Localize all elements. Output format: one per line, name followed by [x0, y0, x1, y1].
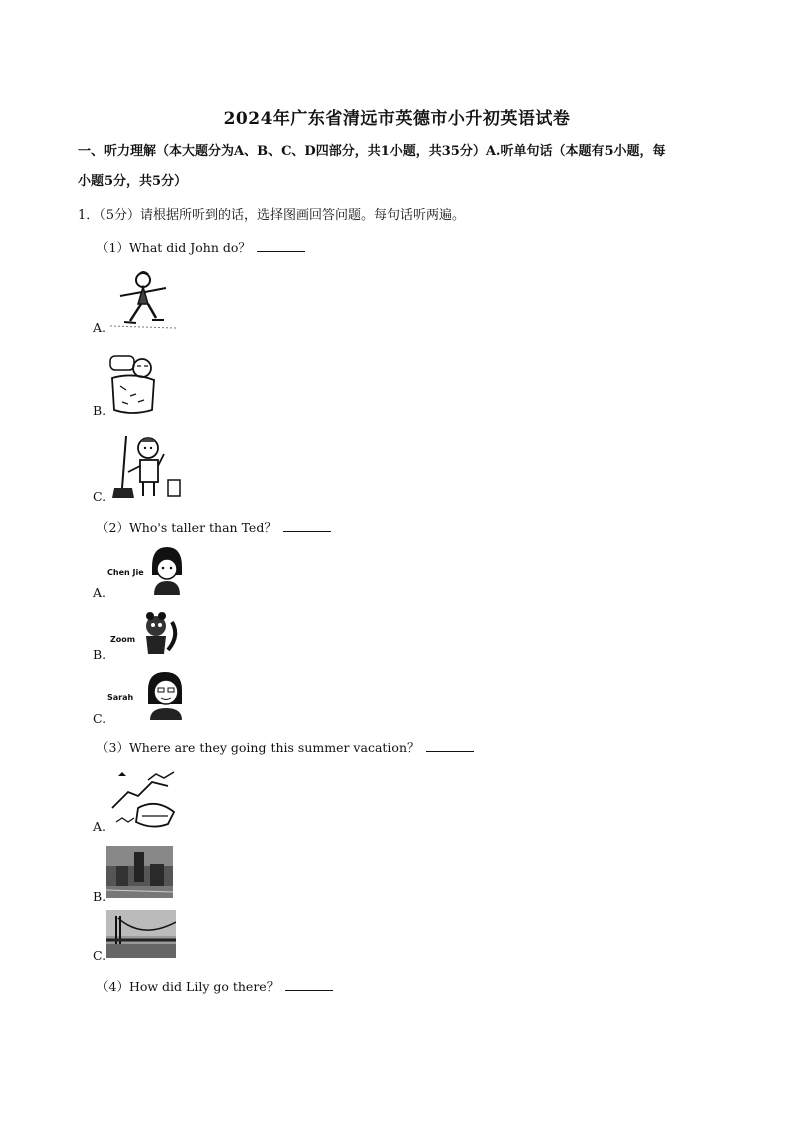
answer-blank-2[interactable] — [283, 519, 331, 532]
option-2c-letter[interactable]: C. — [93, 711, 107, 726]
option-3c-image[interactable] — [106, 910, 176, 958]
option-2c-label: Sarah — [107, 693, 134, 702]
question-1: 1．（5分）请根据所听到的话，选择图画回答问题。每句话听两遍。 — [78, 208, 466, 223]
subquestion-2 — [96, 518, 331, 536]
bridge-photo-picture — [106, 910, 176, 958]
option-3a-letter[interactable]: A. — [93, 819, 107, 834]
page-title: 2024年广东省清远市英德市小升初英语试卷 — [223, 109, 571, 129]
sleeping-in-bed-picture — [108, 352, 158, 418]
answer-blank-1[interactable] — [257, 239, 305, 252]
option-2b-label: Zoom — [110, 635, 136, 644]
option-3a-image[interactable] — [108, 768, 180, 832]
option-2b-letter[interactable]: B. — [93, 647, 107, 662]
option-2a-letter[interactable]: A. — [93, 585, 107, 600]
option-2a-image[interactable] — [148, 545, 186, 597]
option-2c-image[interactable] — [144, 670, 186, 720]
answer-blank-4[interactable] — [285, 978, 333, 991]
option-1a-letter[interactable]: A. — [93, 320, 107, 335]
option-3b-letter[interactable]: B. — [93, 889, 107, 904]
girl-sarah-picture — [144, 670, 186, 720]
section-heading — [78, 137, 723, 197]
subquestion-4 — [96, 977, 333, 995]
squirrel-zoom-picture — [136, 610, 180, 658]
subquestion-1 — [96, 238, 305, 256]
option-1c-letter[interactable]: C. — [93, 489, 107, 504]
option-3b-image[interactable] — [106, 846, 173, 898]
section-heading-line1: 一、听力理解（本大题分为A、B、C、D四部分，共1小题，共35分）A.听单句话（本题有5小题，每 — [78, 144, 666, 159]
option-1c-image[interactable] — [108, 432, 184, 502]
subquestion-3-text: （3）Where are they going this summer vacation？ — [96, 740, 420, 755]
subquestion-1-text: （1）What did John do？ — [96, 240, 251, 255]
option-1a-image[interactable] — [108, 266, 178, 332]
option-1b-letter[interactable]: B. — [93, 403, 107, 418]
option-3c-letter[interactable]: C. — [93, 948, 107, 963]
city-photo-picture — [106, 846, 173, 898]
ice-skating-picture — [108, 266, 178, 332]
subquestion-2-text: （2）Who's taller than Ted？ — [96, 520, 277, 535]
option-2b-image[interactable] — [136, 610, 180, 658]
option-2a-label: Chen Jie — [107, 568, 144, 577]
subquestion-3 — [96, 738, 474, 756]
great-wall-picture — [108, 768, 180, 832]
section-heading-line2: 小题5分，共5分） — [78, 174, 188, 189]
answer-blank-3[interactable] — [426, 739, 474, 752]
option-1b-image[interactable] — [108, 352, 158, 418]
subquestion-4-text: （4）How did Lily go there？ — [96, 979, 280, 994]
girl-chen-jie-picture — [148, 545, 186, 597]
mopping-floor-picture — [108, 432, 184, 502]
